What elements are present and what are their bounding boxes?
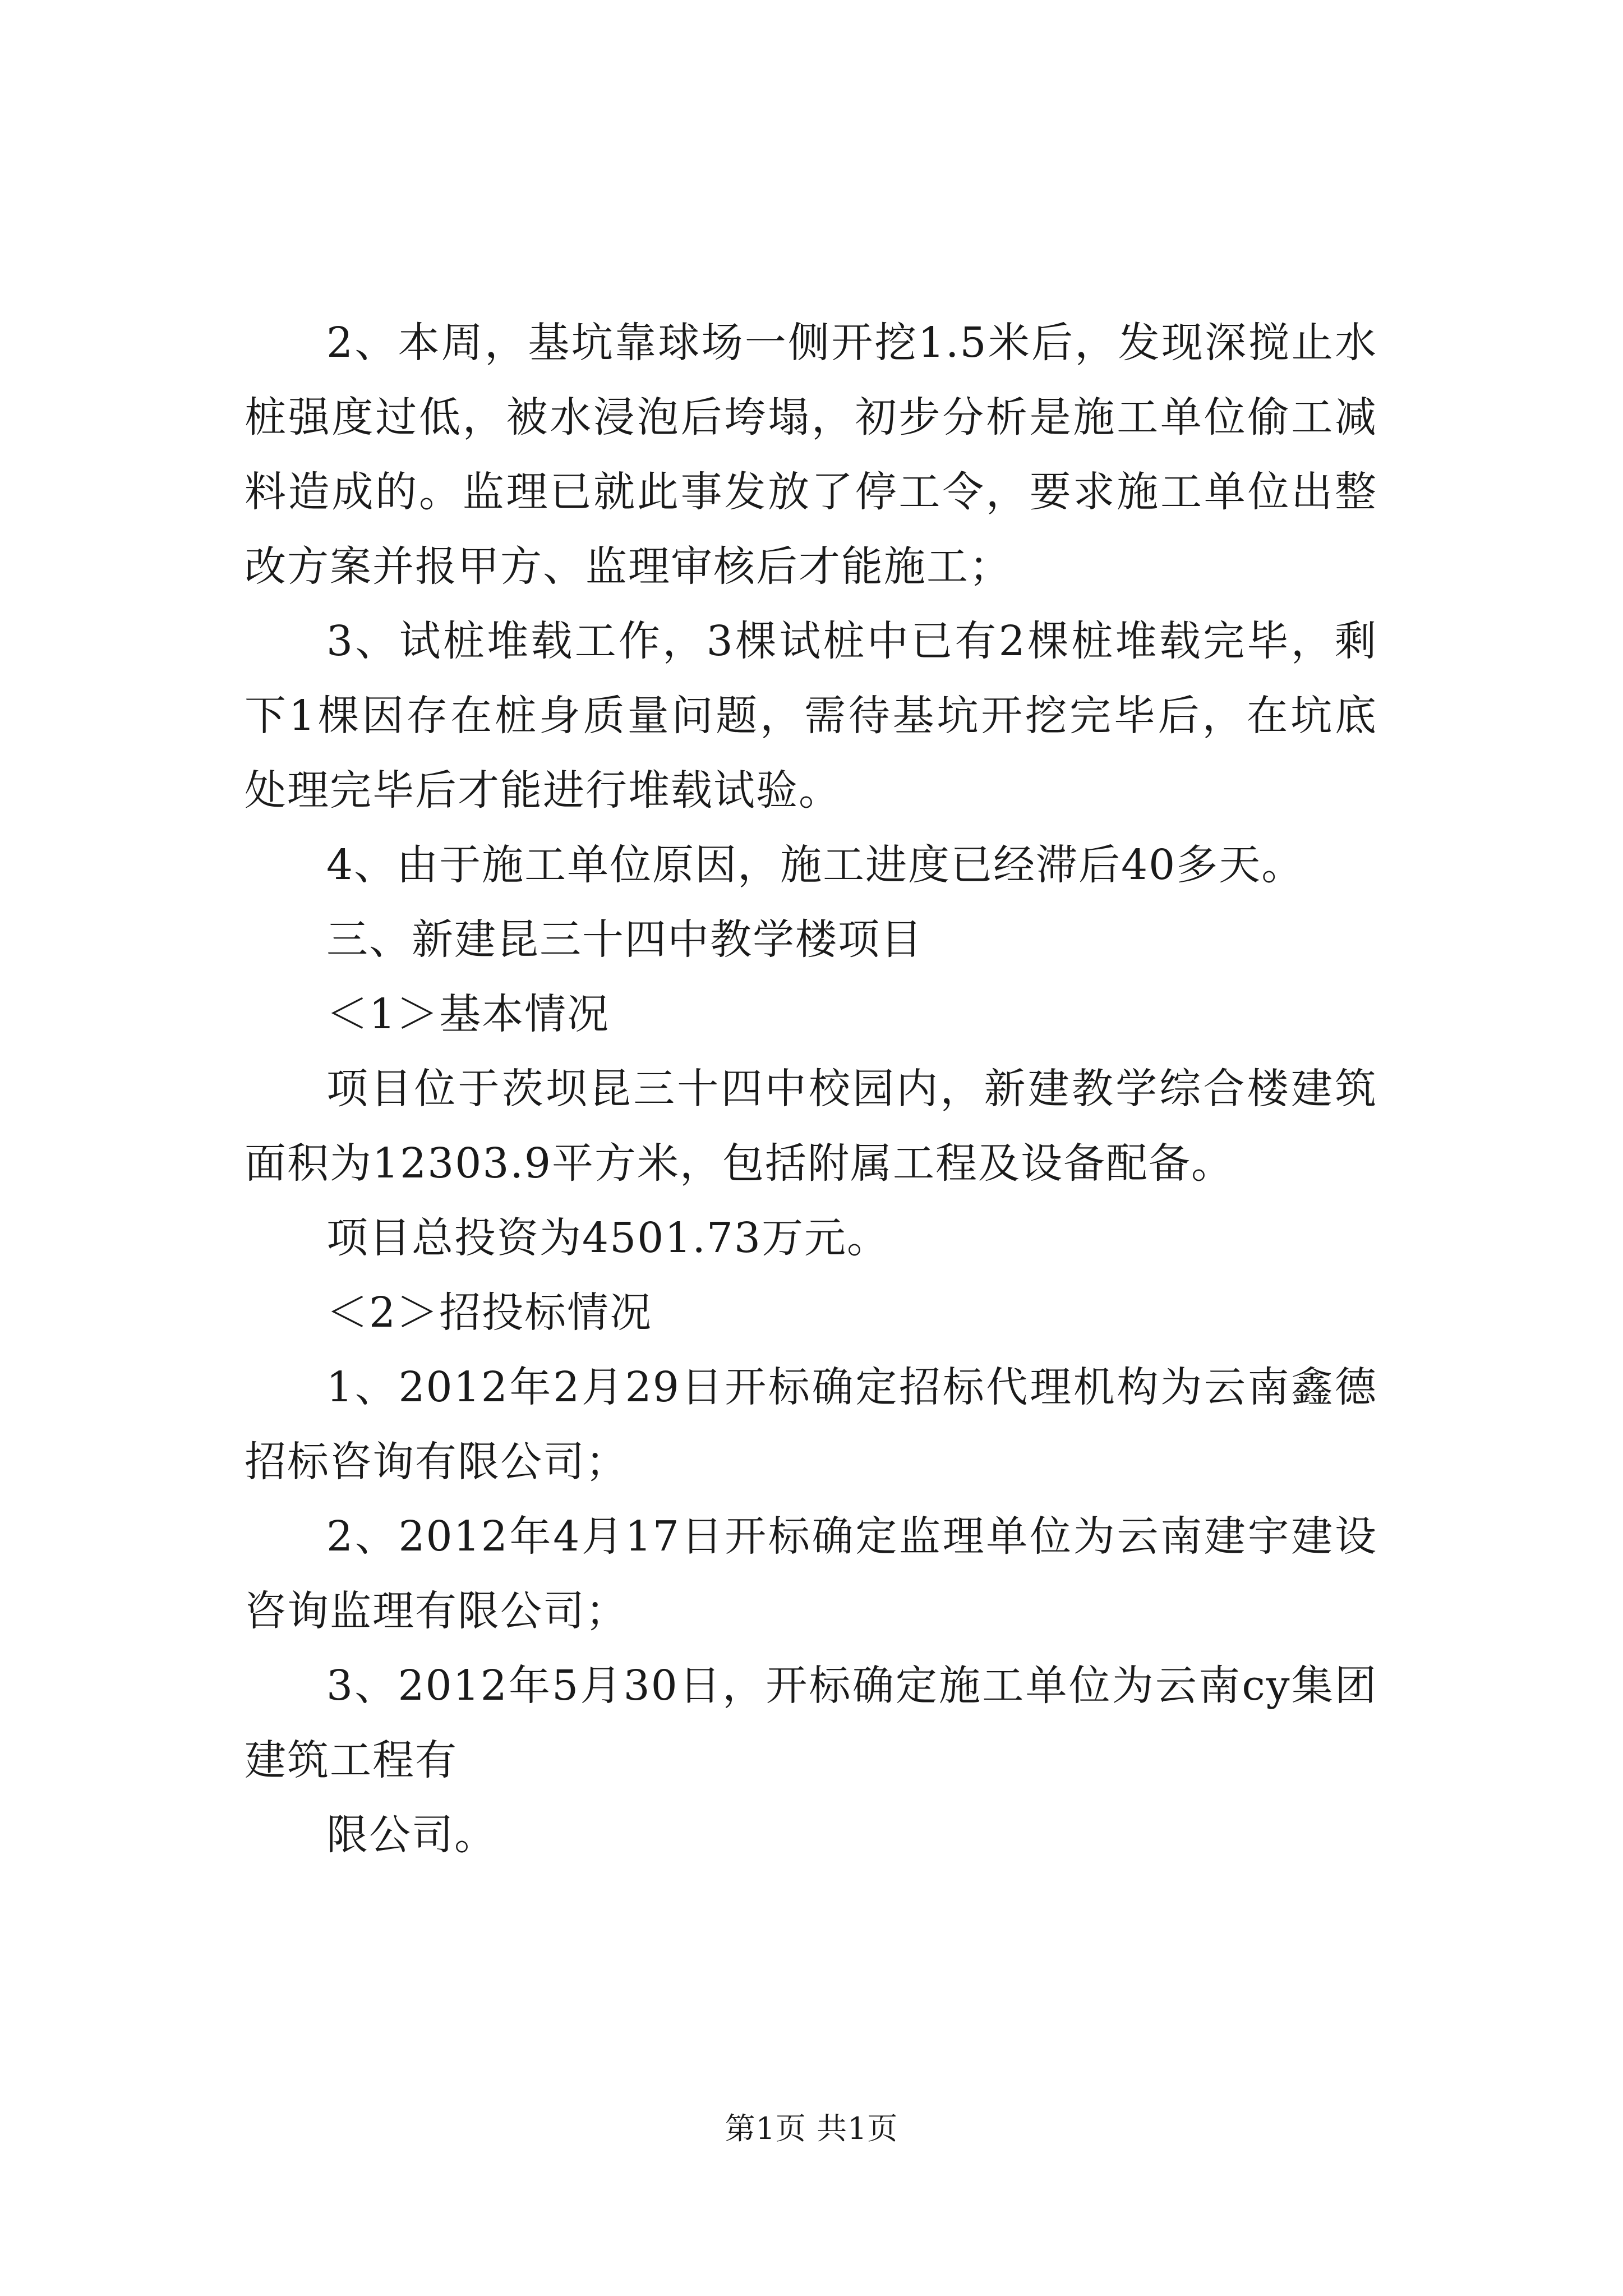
document-body: [245, 306, 1377, 1872]
paragraph-project-location: 项目位于茨坝昆三十四中校园内，新建教学综合楼建筑面积为12303.9平方米，包括附属工程及设备配备。: [245, 1065, 1377, 1188]
paragraph-total-investment: 项目总投资为4501.73万元。: [326, 1214, 890, 1262]
paragraph-foundation-pit-collapse: 2、本周，基坑靠球场一侧开挖1.5米后，发现深搅止水桩强度过低，被水浸泡后垮塌，初步分析是施工单位偷工减料造成的。监理已就此事发放了停工令，要求施工单位出整改方案并报甲方、监理审核后才能施工；: [245, 319, 1377, 591]
paragraph-bid-agent: 1、2012年2月29日开标确定招标代理机构为云南鑫德招标咨询有限公司；: [245, 1363, 1377, 1486]
paragraph-contractor: 3、2012年5月30日，开标确定施工单位为云南cy集团建筑工程有: [245, 1662, 1377, 1784]
paragraph-schedule-delay: 4、由于施工单位原因，施工进度已经滞后40多天。: [326, 841, 1304, 889]
paragraph-supervisor: 2、2012年4月17日开标确定监理单位为云南建宇建设咨询监理有限公司；: [245, 1512, 1377, 1635]
section-heading-school-building: 三、新建昆三十四中教学楼项目: [326, 915, 923, 964]
paragraph-test-pile-loading: 3、试桩堆载工作，3棵试桩中已有2棵桩堆载完毕，剩下1棵因存在桩身质量问题，需待基坑开挖完毕后，在坑底处理完毕后才能进行堆载试验。: [245, 617, 1377, 815]
subheading-bidding: ＜2＞招投标情况: [326, 1289, 653, 1337]
paragraph-contractor-continued: 限公司。: [326, 1811, 497, 1859]
subheading-basic-info: ＜1＞基本情况: [326, 990, 610, 1038]
page-footer: 第1页 共1页: [725, 2111, 898, 2146]
